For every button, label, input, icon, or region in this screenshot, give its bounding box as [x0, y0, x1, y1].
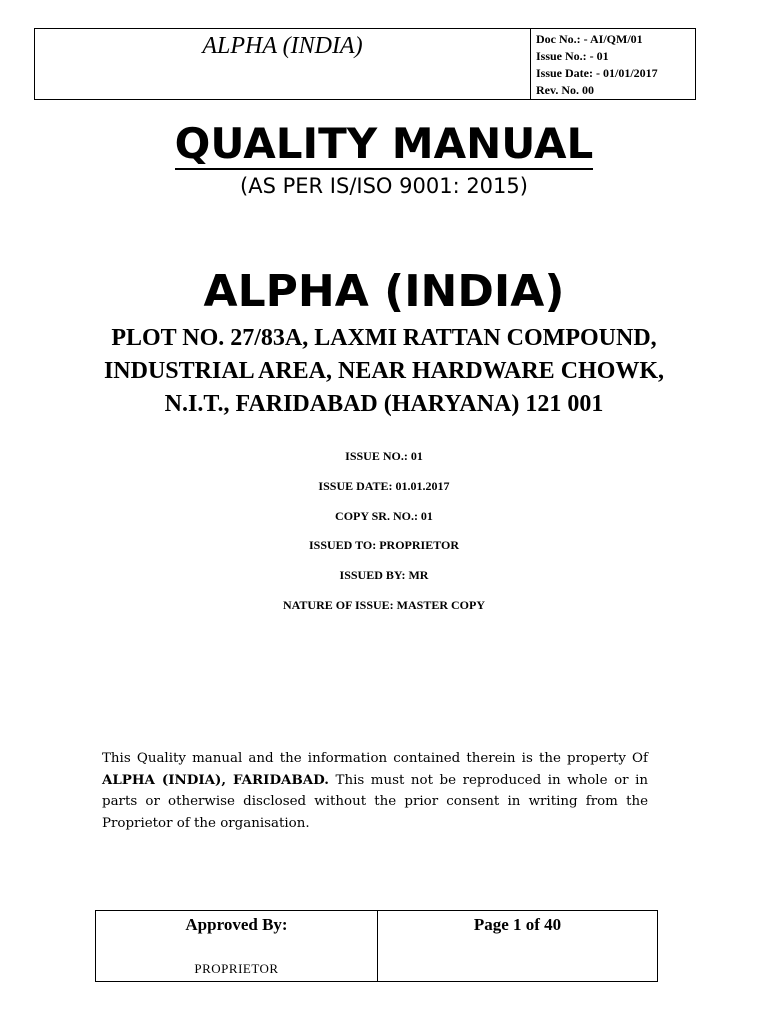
address-line: PLOT NO. 27/83A, LAXMI RATTAN COMPOUND, [111, 325, 657, 351]
issued-by: ISSUED BY: MR [339, 568, 429, 583]
header-issue-date: Issue Date: - 01/01/2017 [536, 66, 658, 80]
approver-name: PROPRIETOR [194, 961, 279, 976]
document-title: QUALITY MANUAL [174, 119, 594, 168]
header-doc-no: Doc No.: - AI/QM/01 [536, 32, 643, 46]
header-company-name: ALPHA (INDIA) [35, 29, 531, 99]
document-subtitle: (AS PER IS/ISO 9001: 2015) [240, 174, 528, 198]
header-issue-no: Issue No.: - 01 [536, 49, 609, 63]
company-address [0, 322, 768, 421]
address-line: INDUSTRIAL AREA, NEAR HARDWARE CHOWK, [103, 358, 665, 384]
page-number: Page 1 of 40 [473, 915, 562, 934]
disclaimer-company: ALPHA (INDIA), FARIDABAD. [102, 771, 329, 788]
issue-date: ISSUE DATE: 01.01.2017 [318, 478, 450, 493]
header-table [34, 28, 696, 100]
approval-cell [96, 911, 378, 981]
approved-by-label: Approved By: [185, 915, 288, 934]
issued-to: ISSUED TO: PROPRIETOR [308, 538, 460, 553]
header-rev-no: Rev. No. 00 [536, 83, 594, 97]
page-cell [378, 911, 657, 981]
issue-details [0, 446, 768, 625]
address-line: N.I.T., FARIDABAD (HARYANA) 121 001 [164, 391, 604, 417]
footer-table [95, 910, 658, 982]
issue-no: ISSUE NO.: 01 [345, 449, 423, 463]
nature-of-issue: NATURE OF ISSUE: MASTER COPY [282, 597, 486, 612]
copy-sr-no: COPY SR. NO.: 01 [335, 508, 433, 523]
company-name: ALPHA (INDIA) [203, 266, 565, 317]
header-doc-details [531, 29, 695, 99]
property-disclaimer: This Quality manual and the information contained therein is the property Of ALPHA (INDIA), FARIDABAD. This must not be reproduced in whole or in parts or otherwise disclosed without the prior consent in writing from the Proprietor of the organisation. [102, 751, 648, 831]
